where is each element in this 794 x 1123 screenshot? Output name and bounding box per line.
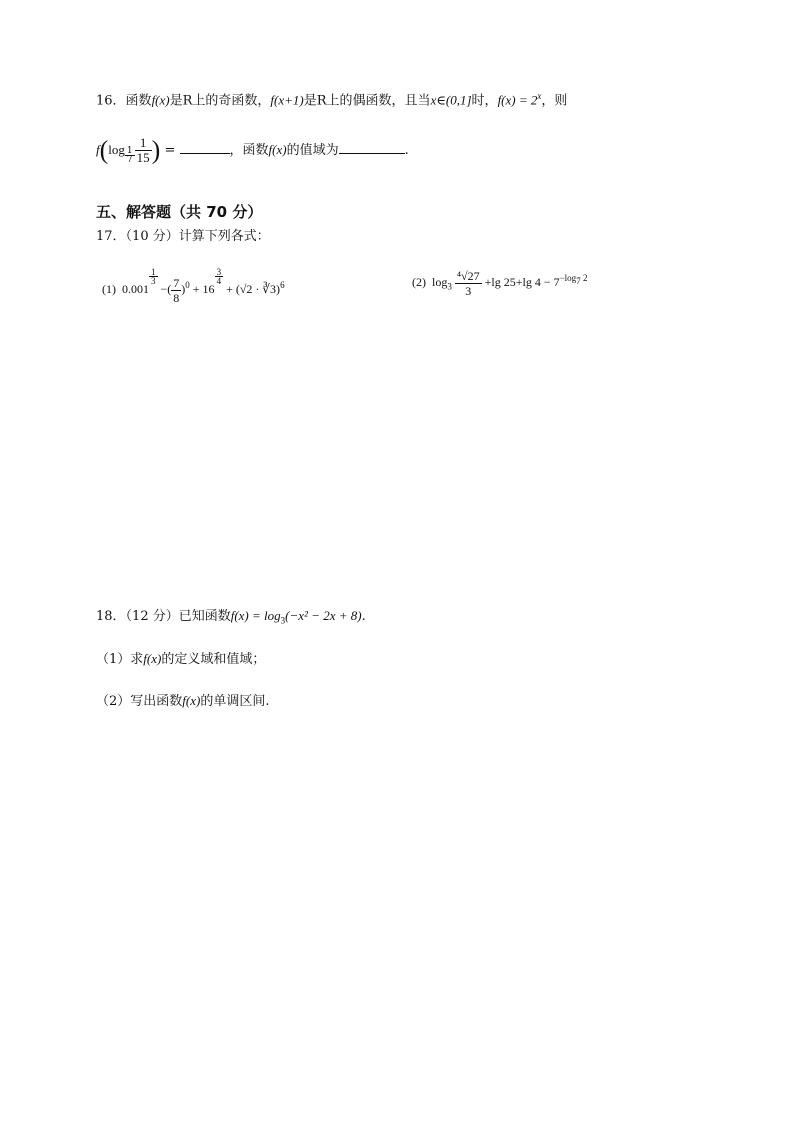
q17-part1-b-exponent: 0 xyxy=(185,280,190,290)
q17-part1: (1) 0.001 $\frac{1}{3}$ −( $\frac{7}{8}$ )$^0$ + 16 $\frac{3}{4}$ + (√2 · ∛3)$^6$ xyxy=(102,267,285,305)
q16-log: log xyxy=(108,142,125,157)
q17-part2-exp-arg: 2 xyxy=(582,273,588,283)
q16-definition: f(x) = 2 xyxy=(497,92,538,108)
q17-part1-c-exp-num: 3 xyxy=(216,267,222,277)
q18-part2-fx: f(x) xyxy=(182,693,201,708)
q17-part1-plus2: + (√2 · ∛3) xyxy=(226,282,281,296)
q16-text6: ，函数 xyxy=(229,143,269,158)
q18-part1 xyxy=(96,649,265,670)
q17-part1-d-exponent: 6 xyxy=(280,280,285,290)
q16-fx: f(x) xyxy=(151,92,170,108)
q18-header xyxy=(96,606,366,631)
q17-part2-log-base: 3 xyxy=(447,281,452,292)
section-title: 五、解答题（共 70 分） xyxy=(96,203,263,221)
q16-log-base-den: 7 xyxy=(126,155,133,165)
q17-part2-exponent xyxy=(559,273,588,286)
q16-answer-blank-2[interactable] xyxy=(339,152,405,154)
q16-equals: = xyxy=(164,143,176,158)
q16-fx1: f(x+1) xyxy=(270,92,304,108)
q17-part1-b-den: 8 xyxy=(173,290,180,305)
q16-f-symbol: f xyxy=(96,142,100,157)
q17-part2-num: ⁴√27 xyxy=(456,268,480,283)
q17-part1-c-exponent xyxy=(215,268,224,285)
q16-log-base xyxy=(125,147,135,164)
q16-text2: 是R上的奇函数， xyxy=(169,93,271,109)
q18-part2-rest: 的单调区间. xyxy=(200,694,270,709)
q16-arg-num: 1 xyxy=(135,136,152,151)
q18-function: f(x) = log xyxy=(230,608,281,623)
q16-line2 xyxy=(96,132,409,169)
q17-part2-fraction xyxy=(455,269,482,298)
q17-part2-exp-base: 7 xyxy=(576,275,581,286)
q16-text7: 的值域为 xyxy=(286,143,339,158)
q18-part1-fx: f(x) xyxy=(143,651,162,666)
q18-part1-label: （1）求 xyxy=(96,652,144,667)
q16-argument xyxy=(135,136,152,165)
q16-fx2: f(x) xyxy=(268,142,287,157)
q16-condition: x∈(0,1] xyxy=(430,92,472,108)
q17-part1-a-exponent xyxy=(149,268,158,285)
q16-text4: 时， xyxy=(471,93,498,109)
q17-part1-b-num: 7 xyxy=(173,275,180,290)
q16-line1 xyxy=(96,86,567,111)
q18-part1-rest: 的定义域和值域； xyxy=(161,652,266,667)
q18-part2 xyxy=(96,691,269,712)
q17-part2-rest: +lg 25+lg 4 − 7 xyxy=(484,275,560,289)
q16-text3: 是R上的偶函数，且当 xyxy=(303,93,431,109)
q17-part1-a: 0.001 xyxy=(122,282,149,296)
q16-definition-exponent: x xyxy=(537,91,542,101)
q17-part2-exp-log: −log xyxy=(559,273,577,283)
q16-log-base-num: 1 xyxy=(126,146,133,156)
q16-text5: ，则 xyxy=(541,93,568,109)
q17-part1-c-exp-den: 4 xyxy=(216,276,222,286)
q16-number: 16． xyxy=(96,93,126,109)
q16-arg-den: 15 xyxy=(136,150,150,165)
q17-part1-b xyxy=(171,276,181,305)
q17-part1-a-exp-den: 3 xyxy=(151,276,156,286)
q16-text1: 函数 xyxy=(125,93,152,109)
q18-log-base: 3 xyxy=(280,615,286,626)
q17-header: 17．（10 分）计算下列各式： xyxy=(96,229,270,244)
q17-part1-minus: − xyxy=(160,282,168,296)
q17-part2-label: (2) xyxy=(412,275,426,289)
q18-argument: (−x² − 2x + 8) xyxy=(285,608,362,623)
q16-left-paren: ( xyxy=(99,135,109,165)
q17-part2-den: 3 xyxy=(465,283,472,298)
q17-part1-a-exp-num: 1 xyxy=(151,267,156,277)
q18-part2-label: （2）写出函数 xyxy=(96,694,183,709)
q18-header-text: 18．（12 分）已知函数 xyxy=(96,609,231,624)
q17-part2-log: log xyxy=(432,275,448,289)
q17-part2 xyxy=(412,268,587,298)
q17-part1-label: (1) xyxy=(102,282,116,296)
q18-end: . xyxy=(361,609,366,624)
q16-answer-blank-1[interactable] xyxy=(180,152,230,154)
q16-end: . xyxy=(404,143,409,158)
q17-part1-plus1: + 16 xyxy=(192,282,215,296)
q16-right-paren: ) xyxy=(151,135,161,165)
